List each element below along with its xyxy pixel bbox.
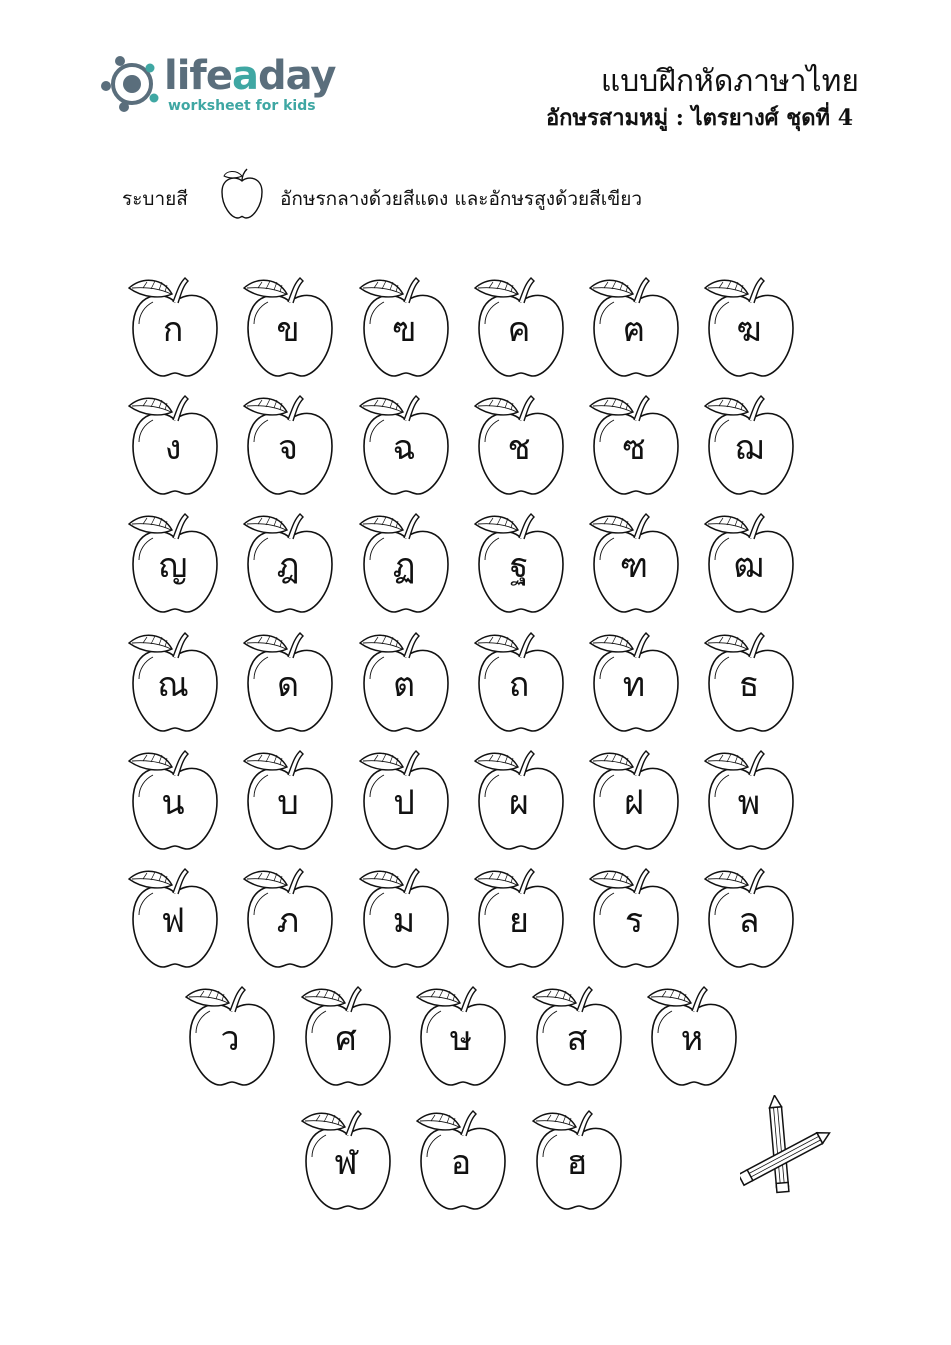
apple-letter: ม	[392, 901, 416, 941]
apple-letter: ศ	[335, 1019, 357, 1059]
apple-letter-item	[586, 390, 686, 498]
apple-letter-item	[125, 863, 225, 971]
apple-letter-item	[356, 863, 456, 971]
apple-letter-item	[471, 863, 571, 971]
apple-letter: ฑ	[619, 546, 649, 586]
apple-letter: ด	[276, 665, 300, 705]
apple-letter: ค	[507, 310, 531, 350]
brand-word-part2: a	[231, 53, 258, 99]
apple-letter: ฟ	[160, 901, 186, 941]
brand-word-part1: life	[164, 53, 232, 99]
apple-letter: ผ	[509, 783, 529, 823]
brand-tagline: worksheet for kids	[168, 98, 316, 114]
instruction-rest-text: อักษรกลางด้วยสีแดง และอักษรสูงด้วยสีเขียว	[280, 188, 643, 210]
apple-letter-item	[701, 508, 801, 616]
apple-letter: ท	[622, 665, 646, 705]
apple-letter: ซ	[622, 428, 646, 468]
apple-letter: ฮ	[566, 1143, 588, 1183]
apple-letter: ฒ	[733, 546, 765, 586]
apple-letter-item	[125, 508, 225, 616]
apple-letter-item	[356, 627, 456, 735]
apple-letter: ฐ	[509, 546, 529, 586]
apple-letter-item	[356, 390, 456, 498]
apple-letter: ต	[392, 665, 416, 705]
apple-letter-item	[586, 627, 686, 735]
crossed-pencils-icon	[740, 1095, 835, 1200]
apple-letter-item	[182, 981, 282, 1089]
apple-letter: พ	[737, 783, 761, 823]
apple-letter-item	[471, 272, 571, 380]
worksheet-title: แบบฝึกหัดภาษาไทย	[600, 64, 859, 99]
apple-letter-item	[586, 508, 686, 616]
apple-letter-item	[356, 745, 456, 853]
apple-letter-item	[240, 627, 340, 735]
apple-letter-item	[701, 272, 801, 380]
apple-letter-item	[240, 272, 340, 380]
apple-letter-item	[125, 390, 225, 498]
apple-letter: ธ	[738, 665, 760, 705]
brand-word-part3: day	[257, 53, 336, 99]
apple-letter: ห	[680, 1019, 704, 1059]
apple-letter: ฆ	[736, 310, 762, 350]
apple-letter-item	[471, 508, 571, 616]
apple-letter-item	[701, 390, 801, 498]
apple-letter-item	[644, 981, 744, 1089]
apple-letter: ณ	[157, 665, 189, 705]
apple-letter-item	[356, 272, 456, 380]
apple-letter-item	[471, 627, 571, 735]
apple-letter-item	[240, 508, 340, 616]
apple-letter-item	[701, 745, 801, 853]
apple-letter-item	[586, 272, 686, 380]
apple-letter-item	[586, 863, 686, 971]
apple-letter-item	[125, 745, 225, 853]
apple-letter-item	[125, 272, 225, 380]
apple-letter: ฏ	[392, 546, 416, 586]
apple-letter-item	[240, 390, 340, 498]
apple-letter-item	[356, 508, 456, 616]
apple-letter: บ	[277, 783, 299, 823]
apple-letter-item	[240, 863, 340, 971]
apple-letter: น	[161, 783, 185, 823]
apple-letter-item	[125, 627, 225, 735]
apple-letter: ฎ	[276, 546, 300, 586]
apple-letter-item	[471, 390, 571, 498]
apple-letter-item	[701, 627, 801, 735]
apple-letter: ส	[566, 1019, 588, 1059]
apple-letter-item	[471, 745, 571, 853]
apple-letter-item	[413, 981, 513, 1089]
apple-letter: จ	[278, 428, 298, 468]
instruction-lead-text: ระบายสี	[122, 188, 188, 210]
apple-letter: ฝ	[624, 783, 644, 823]
apple-letter: ร	[624, 901, 644, 941]
apple-letter: ป	[393, 783, 415, 823]
apple-letter: ง	[164, 428, 182, 468]
apple-letter: ญ	[158, 546, 188, 586]
apple-letter: ภ	[276, 901, 300, 941]
apple-letter: ฅ	[622, 310, 646, 350]
apple-letter: ข	[276, 310, 300, 350]
apple-letter-item	[298, 1105, 398, 1213]
apple-letter: ฬ	[334, 1143, 358, 1183]
apple-letter: ฌ	[734, 428, 764, 468]
apple-letter: ก	[162, 310, 184, 350]
apple-letter: ฃ	[391, 310, 417, 350]
apple-letter: ถ	[508, 665, 530, 705]
apple-letter: ษ	[449, 1019, 473, 1059]
apple-letter-item	[529, 981, 629, 1089]
apple-letter: ฉ	[392, 428, 416, 468]
apple-letter-item	[529, 1105, 629, 1213]
apple-letter: ว	[220, 1019, 240, 1059]
apple-letter-item	[240, 745, 340, 853]
apple-letter: อ	[450, 1143, 472, 1183]
worksheet-subtitle: อักษรสามหมู่ : ไตรยางศ์ ชุดที่ 4	[545, 105, 853, 131]
apple-letter: ช	[507, 428, 531, 468]
apple-letter-item	[298, 981, 398, 1089]
apple-letter: ล	[738, 901, 760, 941]
apple-letter-item	[413, 1105, 513, 1213]
apple-letter: ย	[509, 901, 529, 941]
apple-letter-item	[586, 745, 686, 853]
apple-letter-item	[701, 863, 801, 971]
